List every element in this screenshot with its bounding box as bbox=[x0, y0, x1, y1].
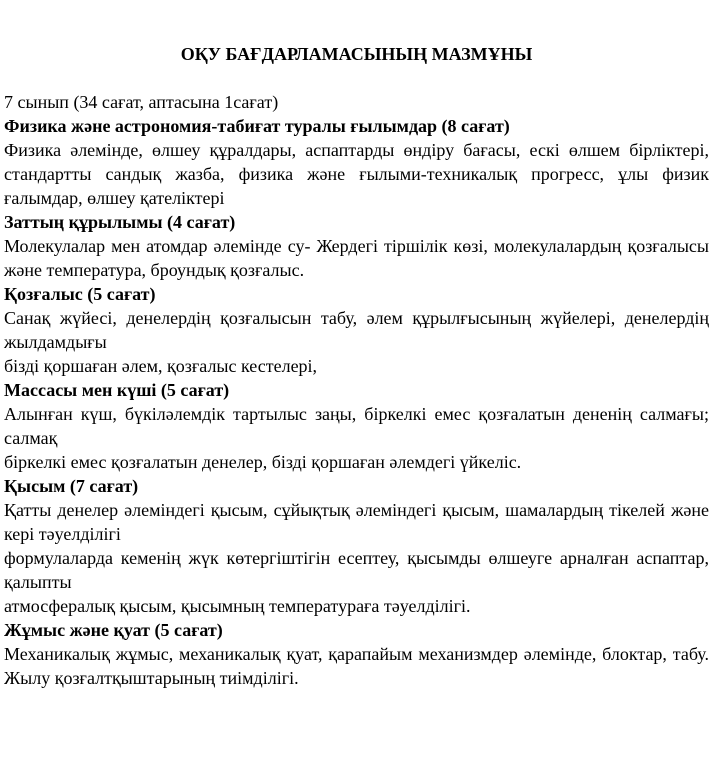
section-paragraph: Қатты денелер әлеміндегі қысым, сұйықтық әлеміндегі қысым, шамалардың тікелей және кері тәуелділігі bbox=[4, 500, 709, 544]
document-page bbox=[4, 0, 709, 690]
section-heading: Қысым (7 сағат) bbox=[4, 476, 139, 496]
section-heading: Қозғалыс (5 сағат) bbox=[4, 284, 156, 304]
section-paragraph: Механикалық жұмыс, механикалық қуат, қарапайым механизмдер әлемінде, блоктар, табу. Жылу қозғалтқыштарының тиімділігі. bbox=[4, 644, 709, 688]
section-paragraph: Молекулалар мен атомдар әлемінде су- Жердегі тіршілік көзі, молекулалардың қозғалысы және температура, броундық қозғалыс. bbox=[4, 236, 709, 280]
section-motion bbox=[4, 282, 709, 378]
section-work-power bbox=[4, 618, 709, 690]
document-title: ОҚУ БАҒДАРЛАМАСЫНЫҢ МАЗМҰНЫ bbox=[180, 44, 533, 64]
section-matter-structure bbox=[4, 210, 709, 282]
section-physics-astronomy bbox=[4, 114, 709, 210]
section-heading: Заттың құрылымы (4 сағат) bbox=[4, 212, 236, 232]
section-mass-force bbox=[4, 378, 709, 474]
section-pressure bbox=[4, 474, 709, 618]
grade-hours-line: 7 сынып (34 сағат, аптасына 1сағат) bbox=[4, 92, 279, 112]
section-paragraph: Физика әлемінде, өлшеу құралдары, аспаптарды өндіру бағасы, ескі өлшем бірліктері, стандартты сандық жазба, физика және ғылыми-техникалық прогресс, ұлы физик ғалымдар, өлшеу қателіктері bbox=[4, 140, 709, 208]
section-heading: Физика және астрономия-табиғат туралы ғылымдар (8 сағат) bbox=[4, 116, 510, 136]
section-paragraph: формулаларда кеменің жүк көтергіштігін есептеу, қысымды өлшеуге арналған аспаптар, қалыпты bbox=[4, 548, 709, 592]
section-paragraph: Санақ жүйесі, денелердің қозғалысын табу, әлем құрылғысының жүйелері, денелердің жылдамдығы bbox=[4, 308, 709, 352]
section-paragraph: бізді қоршаған әлем, қозғалыс кестелері, bbox=[4, 356, 318, 376]
section-paragraph: біркелкі емес қозғалатын денелер, бізді қоршаған әлемдегі үйкеліс. bbox=[4, 452, 522, 472]
section-paragraph: атмосфералық қысым, қысымның температураға тәуелділігі. bbox=[4, 596, 471, 616]
section-heading: Жұмыс және қуат (5 сағат) bbox=[4, 620, 223, 640]
section-paragraph: Алынған күш, бүкіләлемдік тартылыс заңы, біркелкі емес қозғалатын дененің салмағы; салмақ bbox=[4, 404, 709, 448]
section-heading: Массасы мен күші (5 сағат) bbox=[4, 380, 230, 400]
